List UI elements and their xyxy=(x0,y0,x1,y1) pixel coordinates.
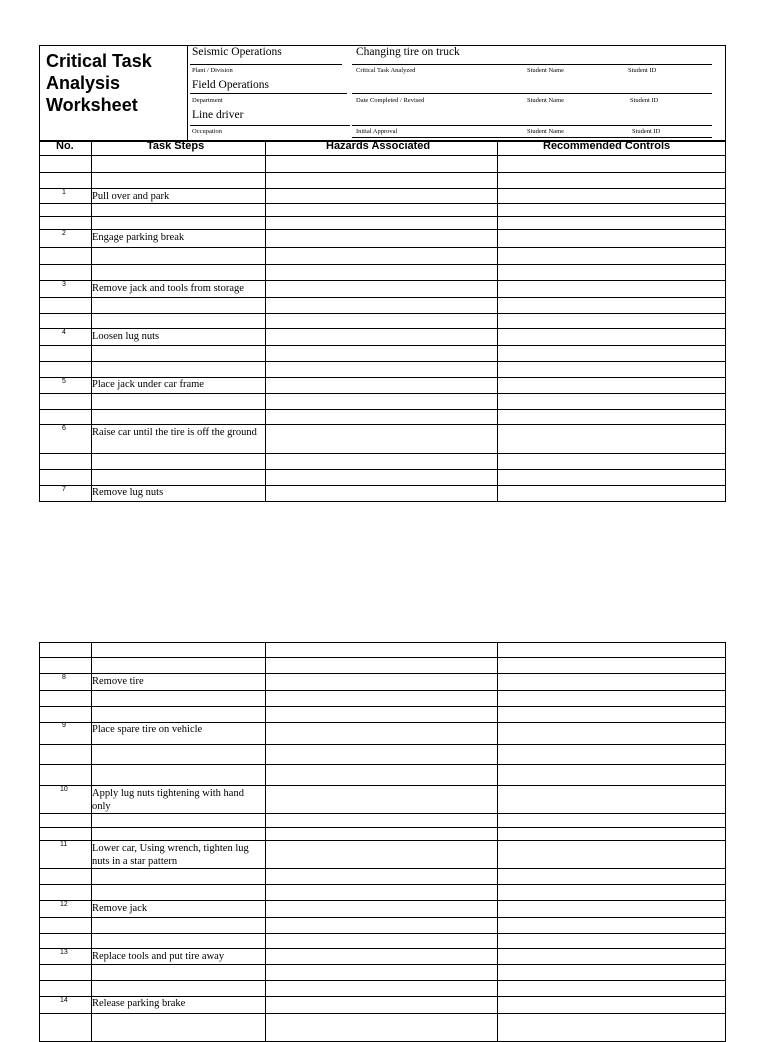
student-name-label-3: Student Name xyxy=(527,128,565,135)
step-text: Raise car until the tire is off the ground xyxy=(92,427,257,438)
department-label: Department xyxy=(192,97,223,104)
t1-row-line xyxy=(39,172,726,173)
step-text: Pull over and park xyxy=(92,191,170,202)
header-rule-2 xyxy=(190,93,347,94)
column-header-task-steps: Task Steps xyxy=(147,140,205,152)
step-number: 4 xyxy=(62,329,66,336)
column-header-no: No. xyxy=(56,140,74,152)
date-label: Date Completed / Revised xyxy=(356,97,425,104)
step-text: Remove lug nuts xyxy=(92,487,164,498)
t2-row-line xyxy=(39,827,726,828)
header-rule-1b xyxy=(352,64,712,65)
t1-row-line xyxy=(39,297,726,298)
step-text: Place spare tire on vehicle xyxy=(92,724,203,735)
t1-row-line xyxy=(39,393,726,394)
t1-row-line xyxy=(39,409,726,410)
t2-col-3 xyxy=(497,642,498,1042)
title-line-1: Critical Task xyxy=(46,51,152,71)
step-number: 7 xyxy=(62,486,66,493)
t1-row-line xyxy=(39,469,726,470)
student-id-label-1: Student ID xyxy=(628,67,657,74)
step-number: 13 xyxy=(60,949,68,956)
step-text: Remove tire xyxy=(92,676,144,687)
t1-col-2 xyxy=(265,140,266,502)
program-value: Seismic Operations xyxy=(192,46,282,58)
approval-label: Initial Approval xyxy=(356,128,398,135)
step-number: 12 xyxy=(60,901,68,908)
worksheet-title xyxy=(46,50,152,116)
t2-row-line xyxy=(39,840,726,841)
t1-row-line xyxy=(39,216,726,217)
student-id-label-3: Student ID xyxy=(632,128,661,135)
t1-row-line xyxy=(39,313,726,314)
t1-row-line xyxy=(39,345,726,346)
t1-row-line xyxy=(39,424,726,425)
step-number: 9 xyxy=(62,722,66,729)
header-rule-3b xyxy=(352,125,712,126)
t1-row-line xyxy=(39,247,726,248)
header-rule-1 xyxy=(190,64,342,65)
t2-row-line xyxy=(39,868,726,869)
t2-row-line xyxy=(39,744,726,745)
step-text: Place jack under car frame xyxy=(92,379,204,390)
t2-row-line xyxy=(39,813,726,814)
student-name-label-1: Student Name xyxy=(527,67,565,74)
t1-col-3 xyxy=(497,140,498,502)
step-number: 1 xyxy=(62,189,66,196)
step-number: 3 xyxy=(62,281,66,288)
title-line-2: Analysis xyxy=(46,73,121,93)
step-text: Engage parking break xyxy=(92,232,185,243)
step-text: Remove jack xyxy=(92,903,148,914)
t2-row-line xyxy=(39,948,726,949)
t1-row-line xyxy=(39,264,726,265)
column-header-hazards: Hazards Associated xyxy=(326,140,431,152)
column-header-controls: Recommended Controls xyxy=(543,140,671,152)
occupation-label: Occupation xyxy=(192,128,222,135)
t2-row-line xyxy=(39,657,726,658)
step-number: 8 xyxy=(62,674,66,681)
step-text: Release parking brake xyxy=(92,998,186,1009)
t1-row-line xyxy=(39,203,726,204)
t2-row-line xyxy=(39,933,726,934)
step-text: Apply lug nuts tightening with hand only xyxy=(92,788,244,812)
t1-row-line xyxy=(39,155,726,156)
title-line-3: Worksheet xyxy=(46,95,138,115)
t2-col-2 xyxy=(265,642,266,1042)
t2-row-line xyxy=(39,980,726,981)
t2-row-line xyxy=(39,690,726,691)
header-divider xyxy=(187,45,188,142)
t2-row-line xyxy=(39,764,726,765)
t1-row-line xyxy=(39,188,726,189)
step-number: 10 xyxy=(60,786,68,793)
step-text: Lower car, Using wrench, tighten lug nuts in a star pattern xyxy=(92,843,249,867)
step-number: 14 xyxy=(60,997,68,1004)
t1-row-line xyxy=(39,361,726,362)
step-text: Remove jack and tools from storage xyxy=(92,283,244,294)
t2-row-line xyxy=(39,706,726,707)
student-id-label-2: Student ID xyxy=(630,97,659,104)
t1-row-line xyxy=(39,328,726,329)
t2-row-line xyxy=(39,1013,726,1014)
t2-row-line xyxy=(39,673,726,674)
student-name-label-2: Student Name xyxy=(527,97,565,104)
t1-row-line xyxy=(39,453,726,454)
header-rule-2b xyxy=(352,93,712,94)
header-rule-4 xyxy=(352,137,712,138)
step-number: 11 xyxy=(60,841,68,848)
t1-row-line xyxy=(39,229,726,230)
step-text: Replace tools and put tire away xyxy=(92,951,225,962)
critical-task-label: Critical Task Analyzed xyxy=(356,67,416,74)
step-number: 2 xyxy=(62,230,66,237)
step-number: 5 xyxy=(62,378,66,385)
step-number: 6 xyxy=(62,425,66,432)
t2-row-line xyxy=(39,900,726,901)
header-rule-3 xyxy=(190,125,350,126)
t2-row-line xyxy=(39,964,726,965)
t2-row-line xyxy=(39,884,726,885)
t2-row-line xyxy=(39,785,726,786)
department-value: Line driver xyxy=(192,109,244,121)
task-value: Changing tire on truck xyxy=(356,46,460,58)
t1-row-line xyxy=(39,280,726,281)
step-text: Loosen lug nuts xyxy=(92,331,160,342)
plant-division-label: Plant / Division xyxy=(192,67,233,74)
t2-row-line xyxy=(39,917,726,918)
plant-division-value: Field Operations xyxy=(192,79,269,91)
